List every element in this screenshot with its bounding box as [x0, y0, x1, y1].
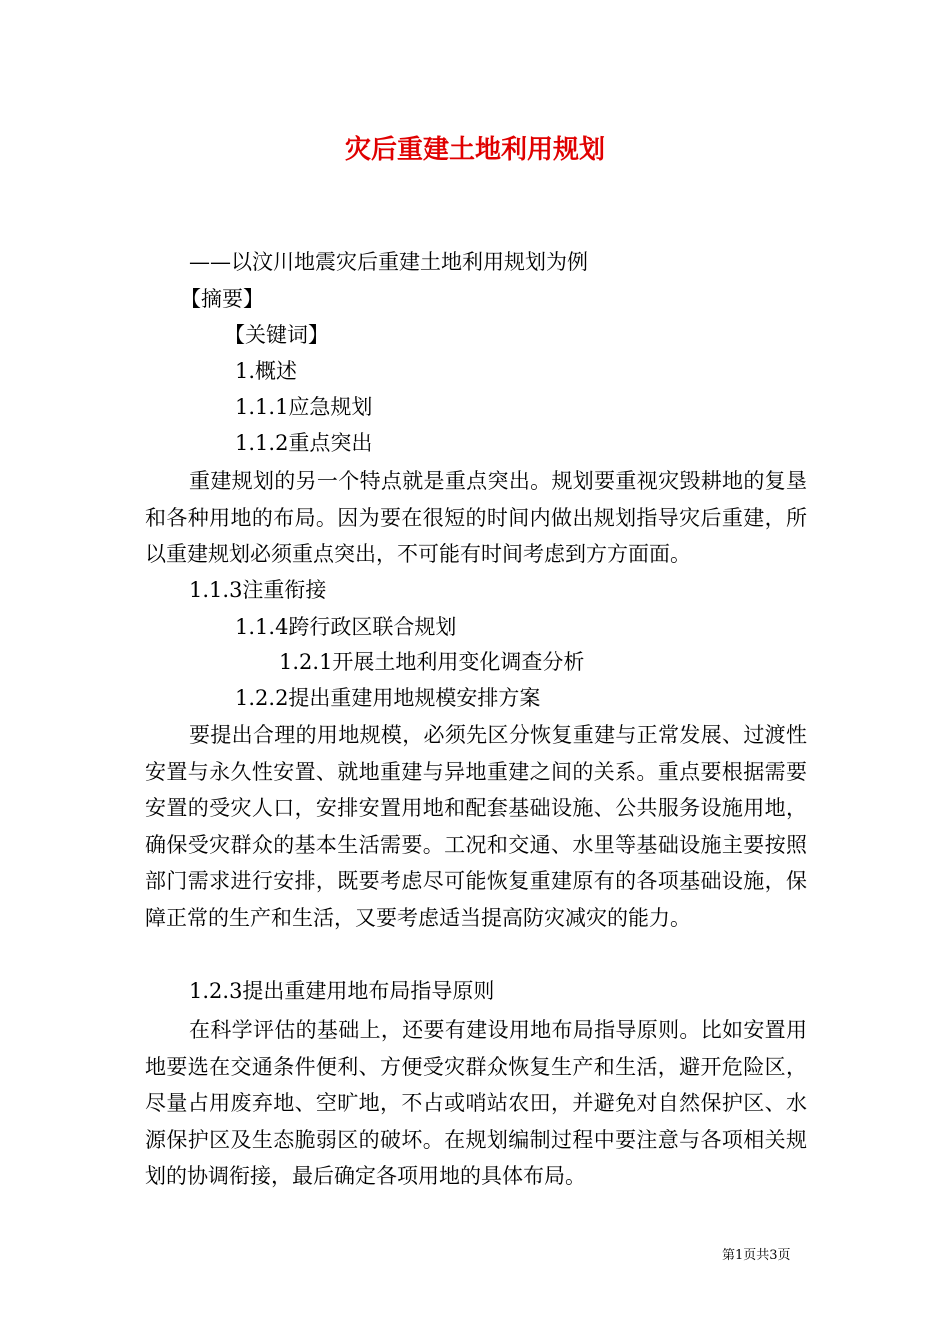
section-heading-1-2-2: 1.2.2提出重建用地规模安排方案 [235, 686, 541, 710]
section-heading-1-1-3: 1.1.3注重衔接 [189, 578, 327, 602]
section-heading-1-1-2: 1.1.2重点突出 [235, 431, 373, 455]
paragraph-2: 要提出合理的用地规模，必须先区分恢复重建与正常发展、过渡性安置与永久性安置、就地重建与异地重建之间的关系。重点要根据需要安置的受灾人口，安排安置用地和配套基础设施、公共服务设施用地，确保受灾群众的基本生活需要。工况和交通、水里等基础设施主要按照部门需求进行安排，既要考虑尽可能恢复重建原有的各项基础设施，保障正常的生产和生活，又要考虑适当提高防灾减灾的能力。 [145, 723, 807, 930]
section-heading-1: 1.概述 [235, 359, 298, 383]
paragraph-1: 重建规划的另一个特点就是重点突出。规划要重视灾毁耕地的复垦和各种用地的布局。因为要在很短的时间内做出规划指导灾后重建，所以重建规划必须重点突出，不可能有时间考虑到方方面面。 [145, 469, 807, 567]
section-heading-1-1-4: 1.1.4跨行政区联合规划 [235, 615, 457, 639]
abstract-heading: 【摘要】 [180, 287, 264, 311]
keywords-heading: 【关键词】 [224, 323, 329, 347]
section-heading-1-1-1: 1.1.1应急规划 [235, 395, 373, 419]
page-number: 第1页共3页 [722, 1248, 791, 1263]
subtitle: ——以汶川地震灾后重建土地利用规划为例 [189, 250, 588, 274]
document-title: 灾后重建土地利用规划 [344, 135, 605, 165]
section-heading-1-2-1: 1.2.1开展土地利用变化调查分析 [279, 650, 585, 674]
paragraph-3: 在科学评估的基础上，还要有建设用地布局指导原则。比如安置用地要选在交通条件便利、方便受灾群众恢复生产和生活，避开危险区，尽量占用废弃地、空旷地，不占或哨站农田，并避免对自然保护区、水源保护区及生态脆弱区的破坏。在规划编制过程中要注意与各项相关规划的协调衔接，最后确定各项用地的具体布局。 [145, 1018, 807, 1189]
section-heading-1-2-3: 1.2.3提出重建用地布局指导原则 [189, 979, 495, 1003]
